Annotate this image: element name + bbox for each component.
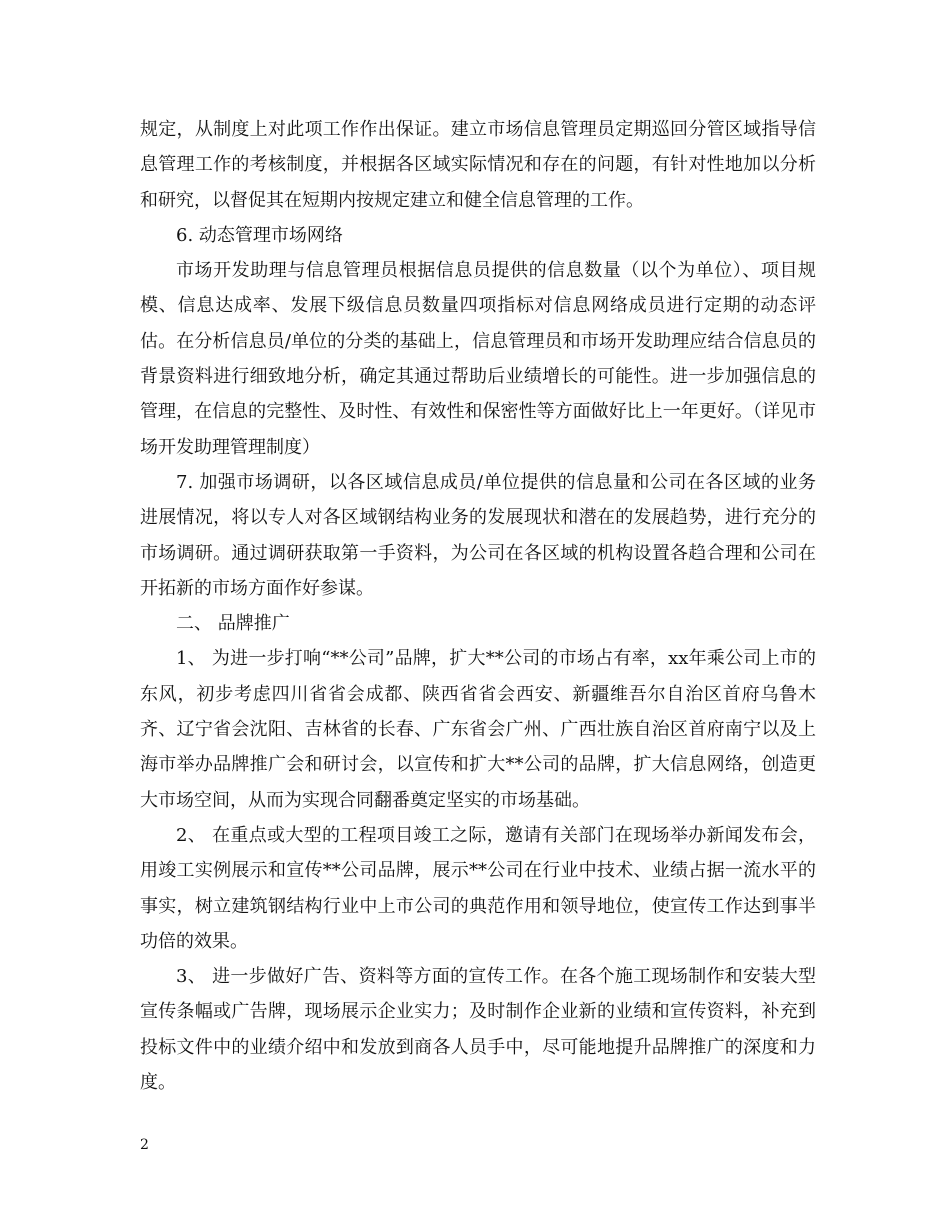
page-number: 2: [140, 1137, 149, 1153]
paragraph-brand-item-2: 2、 在重点或大型的工程项目竣工之际，邀请有关部门在现场举办新闻发布会，用竣工实例展示和宣传**公司品牌，展示**公司在行业中技术、业绩占据一流水平的事实，树立建筑钢结构行业中上市公司的典范作用和领导地位，使宣传工作达到事半功倍的效果。: [140, 824, 816, 952]
paragraph-market-research: 7. 加强市场调研，以各区域信息成员/单位提供的信息量和公司在各区域的业务进展情况，将以专人对各区域钢结构业务的发展现状和潜在的发展趋势，进行充分的市场调研。通过调研获取第一手资料，为公司在各区域的机构设置各趋合理和公司在开拓新的市场方面作好参谋。: [140, 471, 816, 599]
paragraph-dynamic-evaluation: 市场开发助理与信息管理员根据信息员提供的信息数量（以个为单位）、项目规模、信息达成率、发展下级信息员数量四项指标对信息网络成员进行定期的动态评估。在分析信息员/单位的分类的基础上，信息管理员和市场开发助理应结合信息员的背景资料进行细致地分析，确定其通过帮助后业绩增长的可能性。进一步加强信息的管理，在信息的完整性、及时性、有效性和保密性等方面做好比上一年更好。（详见市场开发助理管理制度）: [140, 260, 816, 458]
document-body: [140, 112, 816, 1100]
paragraph-brand-item-3: 3、 进一步做好广告、资料等方面的宣传工作。在各个施工现场制作和安装大型宣传条幅或广告牌，现场展示企业实力；及时制作企业新的业绩和宣传资料，补充到投标文件中的业绩介绍中和发放到商各人员手中，尽可能地提升品牌推广的深度和力度。: [140, 966, 816, 1094]
heading-brand-promotion: 二、 品牌推广: [176, 613, 290, 635]
paragraph-brand-item-1: 1、 为进一步打响“**公司”品牌，扩大**公司的市场占有率，xx年乘公司上市的东风，初步考虑四川省省会成都、陕西省省会西安、新疆维吾尔自治区首府乌鲁木齐、辽宁省会沈阳、吉林省的长春、广东省会广州、广西壮族自治区首府南宁以及上海市举办品牌推广会和研讨会，以宣传和扩大**公司的品牌，扩大信息网络，创造更大市场空间，从而为实现合同翻番奠定坚实的市场基础。: [140, 648, 816, 811]
paragraph-continuation: 规定，从制度上对此项工作作出保证。建立市场信息管理员定期巡回分管区域指导信息管理工作的考核制度，并根据各区域实际情况和存在的问题，有针对性地加以分析和研究，以督促其在短期内按规定建立和健全信息管理的工作。: [140, 119, 816, 211]
heading-dynamic-network: 6. 动态管理市场网络: [176, 224, 343, 246]
